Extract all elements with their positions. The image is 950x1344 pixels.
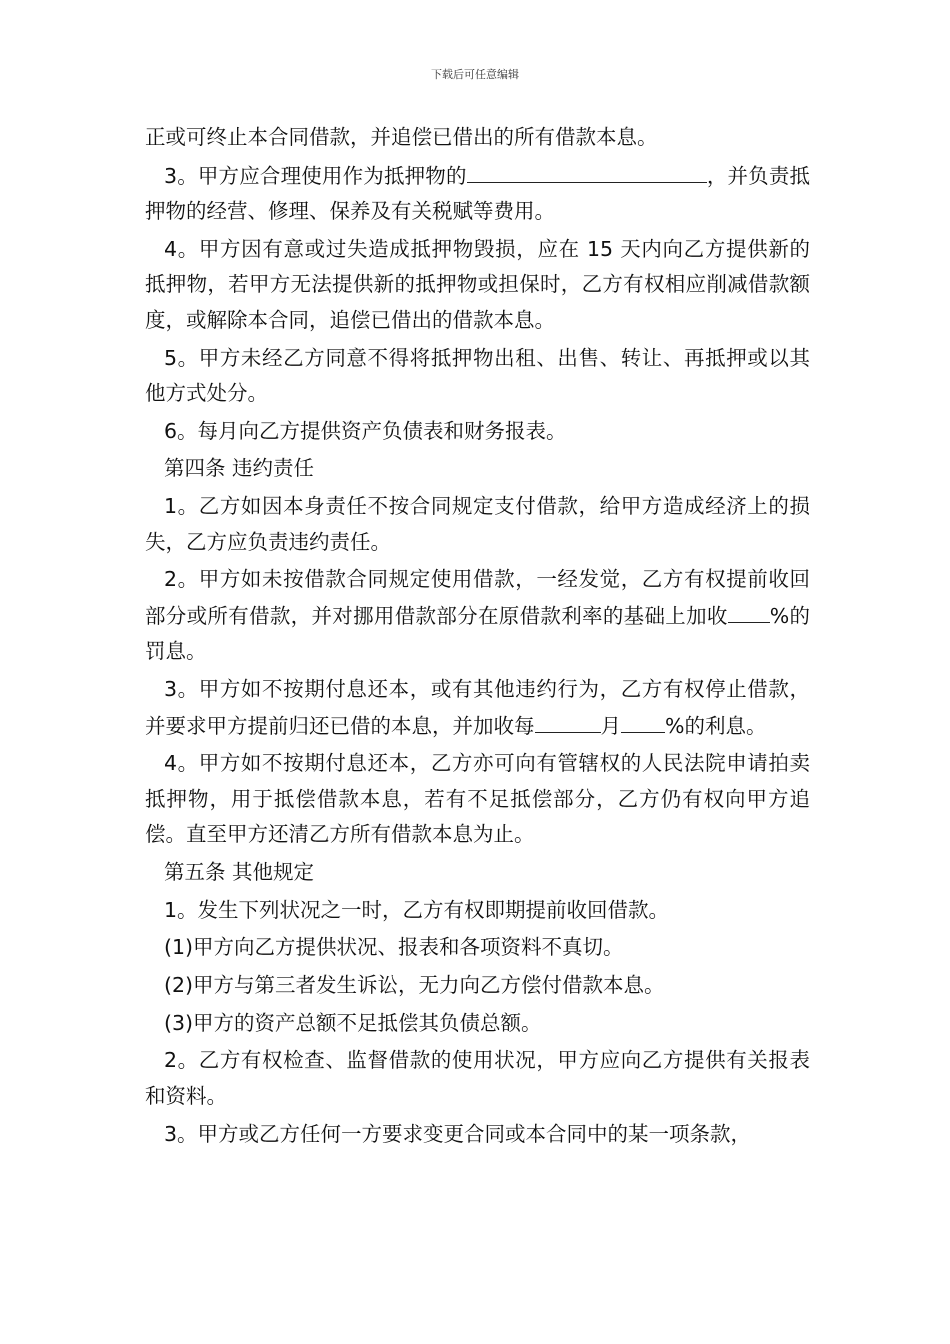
paragraph-text: %的罚息。 <box>145 603 810 664</box>
paragraph <box>145 930 810 966</box>
paragraph-text: 1。发生下列状况之一时，乙方有权即期提前收回借款。 <box>164 897 670 922</box>
paragraph-text: 5。甲方未经乙方同意不得将抵押物出租、出售、转让、再抵押或以其他方式处分。 <box>145 345 810 406</box>
paragraph <box>145 968 810 1004</box>
paragraph-text: 6。每月向乙方提供资产负债表和财务报表。 <box>164 418 567 443</box>
paragraph <box>145 562 810 670</box>
fill-in-blank[interactable] <box>728 598 770 623</box>
paragraph-text: 2。乙方有权检查、监督借款的使用状况，甲方应向乙方提供有关报表和资料。 <box>145 1048 810 1108</box>
paragraph-text: (3)甲方的资产总额不足抵偿其负债总额。 <box>164 1010 542 1035</box>
paragraph-text: 2。甲方如未按借款合同规定使用借款，一经发觉，乙方有权提前收回部分或所有借款，并对挪用借款部分在原借款利率的基础上加收 <box>145 567 810 628</box>
paragraph-text: 正或可终止本合同借款，并追偿已借出的所有借款本息。 <box>145 125 658 149</box>
paragraph <box>145 232 810 339</box>
paragraph <box>145 746 810 853</box>
paragraph-text: 1。乙方如因本身责任不按合同规定支付借款，给甲方造成经济上的损失，乙方应负责违约责任。 <box>145 494 810 554</box>
paragraph <box>145 120 810 156</box>
section-heading <box>145 855 810 891</box>
paragraph-text: 3。甲方如不按期付息还本，或有其他违约行为，乙方有权停止借款，并要求甲方提前归还已借的本息，并加收每 <box>145 677 810 738</box>
paragraph-text: 4。甲方如不按期付息还本，乙方亦可向有管辖权的人民法院申请拍卖抵押物，用于抵偿借款本息，若有不足抵偿部分，乙方仍有权向甲方追偿。直至甲方还清乙方所有借款本息为止。 <box>145 751 810 847</box>
section-heading <box>145 451 810 487</box>
paragraph <box>145 158 810 230</box>
paragraph-text: (2)甲方与第三者发生诉讼，无力向乙方偿付借款本息。 <box>164 972 665 997</box>
paragraph <box>145 414 810 450</box>
heading-text: 第四条 违约责任 <box>164 456 315 481</box>
paragraph <box>145 672 810 744</box>
paragraph-text: 4。甲方因有意或过失造成抵押物毁损，应在 15 天内向乙方提供新的抵押物，若甲方无法提供新的抵押物或担保时，乙方有权相应削减借款额度，或解除本合同，追偿已借出的借款本息。 <box>145 236 810 332</box>
paragraph <box>145 489 810 560</box>
paragraph-text: %的利息。 <box>665 713 767 738</box>
paragraph <box>145 1006 810 1042</box>
paragraph-text: ，并负责抵押物的经营、修理、保养及有关税赋等费用。 <box>145 163 811 224</box>
paragraph <box>145 1117 810 1153</box>
fill-in-blank[interactable] <box>467 158 707 183</box>
paragraph <box>145 1043 810 1114</box>
paragraph-text: 3。甲方或乙方任何一方要求变更合同或本合同中的某一项条款， <box>164 1121 752 1146</box>
heading-text: 第五条 其他规定 <box>164 859 315 884</box>
paragraph-text: (1)甲方向乙方提供状况、报表和各项资料不真切。 <box>164 935 624 960</box>
fill-in-blank[interactable] <box>535 708 601 733</box>
fill-in-blank[interactable] <box>621 708 665 733</box>
document-body <box>145 120 810 1154</box>
page-header: 下载后可任意编辑 <box>431 68 519 81</box>
paragraph-text: 3。甲方应合理使用作为抵押物的 <box>164 163 467 188</box>
paragraph <box>145 893 810 929</box>
paragraph <box>145 341 810 412</box>
paragraph-text: 月 <box>600 713 621 738</box>
